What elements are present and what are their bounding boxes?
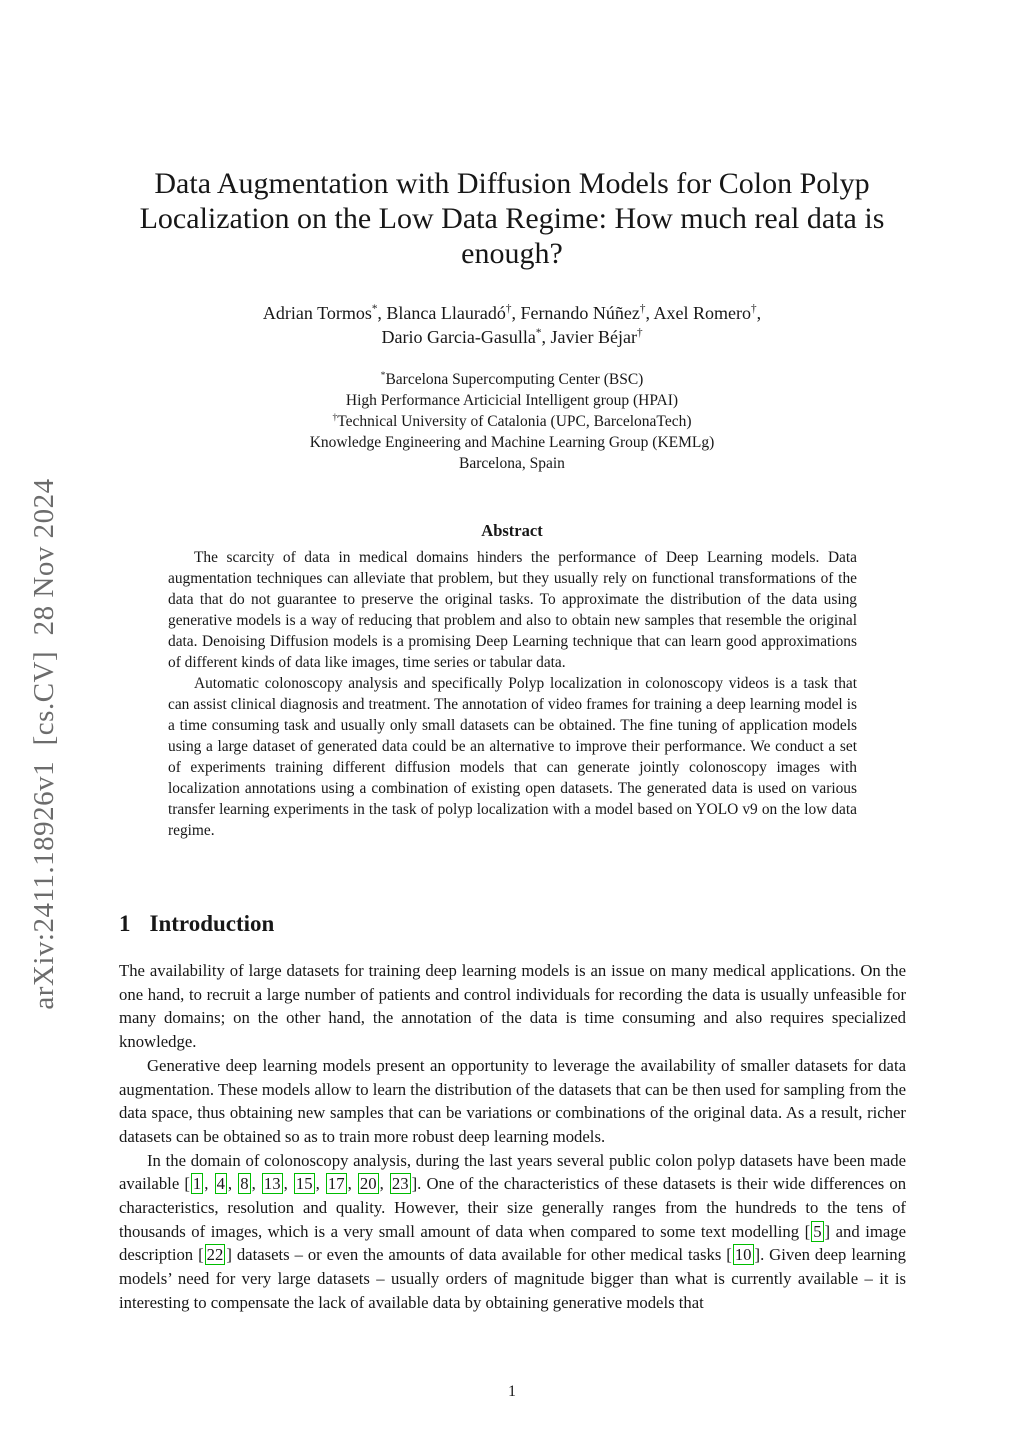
- paragraph: The scarcity of data in medical domains hinders the performance of Deep Learning models. Data augmentation techniques can alleviate that problem, but they usually rely on functional transformations of the data that do not guarantee to preserve the original tasks. To approximate the distribution of the data using generative models is a way of reducing that problem and also to obtain new samples that resemble the original data. Denoising Diffusion models is a promising Deep Learning technique that can learn good approximations of different kinds of data like images, time series or tabular data.: [168, 549, 857, 671]
- paragraph: Automatic colonoscopy analysis and specifically Polyp localization in colonoscopy videos is a task that can assist clinical diagnosis and treatment. The annotation of video frames for training a deep learning model is a time consuming task and usually only small datasets can be obtained. The fine tuning of application models using a large dataset of generated data could be an alternative to improve their performance. We conduct a set of experiments training different diffusion models that can generate jointly colonoscopy images with localization annotations using a combination of existing open datasets. The generated data is used on various transfer learning experiments in the task of polyp localization with a model based on YOLO v9 on the low data regime.: [168, 675, 857, 839]
- author-affiliation-mark: †: [636, 327, 643, 339]
- author-affiliation-mark: *: [535, 327, 542, 339]
- affiliation-line: *Barcelona Supercomputing Center (BSC): [380, 369, 644, 388]
- author-name: Dario Garcia-Gasulla: [381, 327, 536, 347]
- author-name: Fernando Núñez: [520, 303, 640, 323]
- author-affiliation-mark: †: [505, 303, 512, 315]
- author-name: Blanca Llauradó: [386, 303, 506, 323]
- author-affiliation-mark: †: [639, 303, 646, 315]
- author-line: Dario Garcia-Gasulla*, Javier Béjar†: [381, 327, 643, 347]
- citation-link[interactable]: 10: [734, 1245, 752, 1265]
- citation-link[interactable]: 13: [263, 1174, 281, 1194]
- citation-link[interactable]: 20: [359, 1174, 377, 1194]
- affiliation-line: High Performance Articicial Intelligent group (HPAI): [345, 392, 679, 409]
- abstract-heading: Abstract: [481, 521, 543, 540]
- section-title: Introduction: [149, 911, 275, 936]
- title-line: Data Augmentation with Diffusion Models for Colon Polyp: [154, 167, 870, 200]
- citation-link[interactable]: 1: [192, 1174, 202, 1194]
- citation-link[interactable]: 22: [206, 1245, 224, 1265]
- paper-title: [90, 166, 934, 271]
- paragraph: In the domain of colonoscopy analysis, during the last years several public colon polyp datasets have been made available [ 1 , 4 , 8 , 13 , 15 , 17 , 20 , 23 ]. One of the characteristics of these datasets is their wide differences on characteristics, resolution and quality. However, their size generally ranges from the hundreds to the tens of thousands of images, which is a very small amount of data when compared to some text modelling [ 5 ] and image description [ 22 ] datasets – or even the amounts of data available for other medical tasks [ 10 ]. Given deep learning models’ need for very large datasets – usually orders of magnitude bigger than what is currently available – it is interesting to compensate the lack of available data by obtaining generative models that: [119, 1150, 907, 1312]
- abstract-body: [168, 547, 857, 841]
- citation-link[interactable]: 8: [240, 1174, 249, 1194]
- author-name: Javier Béjar: [550, 327, 637, 347]
- affiliation-mark: *: [380, 369, 386, 381]
- affiliation-mark: †: [332, 411, 338, 423]
- affiliation-line: Knowledge Engineering and Machine Learning Group (KEMLg): [309, 434, 715, 451]
- section-number: 1: [119, 911, 131, 936]
- citation-link[interactable]: 17: [327, 1174, 345, 1194]
- page-number: 1: [508, 1383, 516, 1400]
- affiliation-line: Barcelona, Spain: [459, 455, 565, 472]
- title-line: enough?: [461, 237, 563, 270]
- citation-link[interactable]: 15: [295, 1174, 313, 1194]
- paragraph: The availability of large datasets for training deep learning models is an issue on many medical applications. On the one hand, to recruit a large number of patients and control individuals for recording the data is usually unfeasible for many domains; on the other hand, the annotation of the data is time consuming and also requires specialized knowledge.: [119, 961, 906, 1052]
- affiliation-list: [0, 369, 1024, 474]
- citation-link[interactable]: 4: [216, 1174, 225, 1194]
- arxiv-watermark: arXiv:2411.18926v1 [cs.CV] 28 Nov 2024: [28, 478, 60, 1010]
- citation-link[interactable]: 5: [813, 1221, 822, 1241]
- author-name: Adrian Tormos: [262, 303, 372, 323]
- affiliation-line: †Technical University of Catalonia (UPC, BarcelonaTech): [332, 411, 692, 430]
- author-list: [0, 301, 1024, 349]
- author-affiliation-mark: *: [371, 303, 378, 315]
- section-heading: [119, 911, 274, 937]
- introduction-body: [119, 959, 906, 1315]
- citation-link[interactable]: 23: [391, 1174, 409, 1194]
- author-affiliation-mark: †: [750, 303, 757, 315]
- title-line: Localization on the Low Data Regime: How much real data is: [139, 202, 885, 235]
- author-name: Axel Romero: [653, 303, 751, 323]
- paragraph: Generative deep learning models present an opportunity to leverage the availability of smaller datasets for data augmentation. These models allow to learn the distribution of the datasets that can be then used for sampling from the data space, thus obtaining new samples that can be variations or combinations of the original data. As a result, richer datasets can be obtained so as to train more robust deep learning models.: [119, 1055, 906, 1146]
- author-line: Adrian Tormos*, Blanca Llauradó†, Fernando Núñez†, Axel Romero†,: [262, 303, 762, 323]
